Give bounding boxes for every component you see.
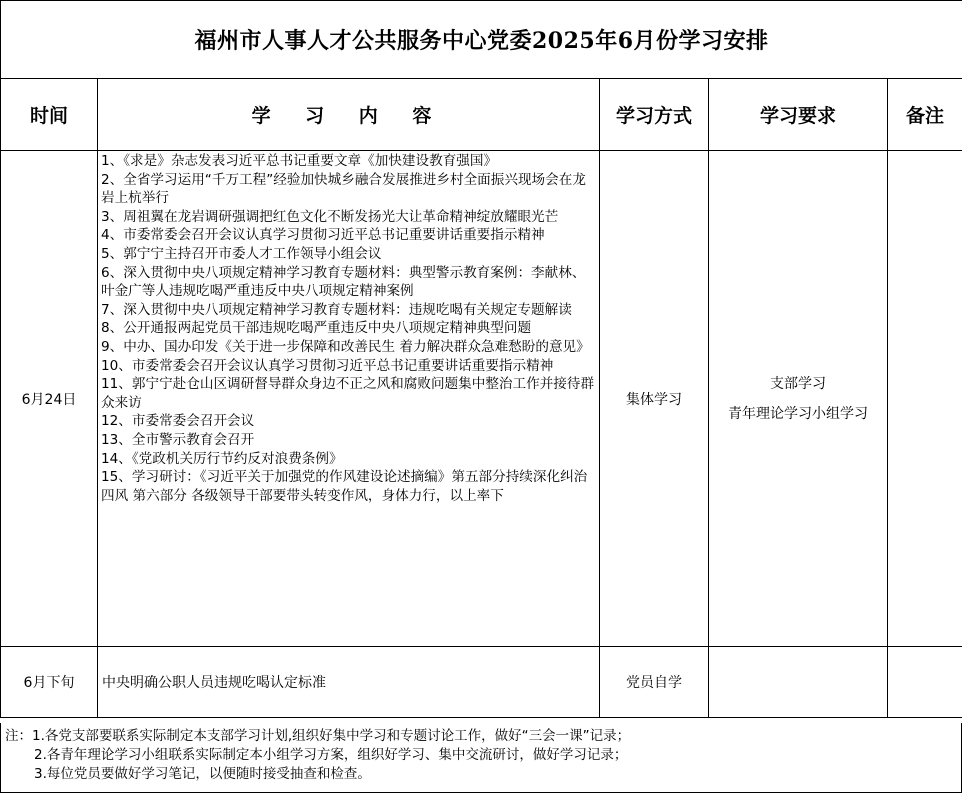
list-item: 1、《求是》杂志发表习近平总书记重要文章《加快建设教育强国》 — [101, 153, 498, 169]
list-item: 10、市委常委会召开会议认真学习贯彻习近平总书记重要讲话重要指示精神 — [101, 357, 554, 374]
study-content-list — [98, 151, 600, 647]
table-row — [1, 151, 962, 647]
header-content: 学 习 内 容 — [98, 79, 600, 151]
requirement-line: 青年理论学习小组学习 — [728, 405, 868, 422]
note-line: 3.每位党员要做好学习笔记，以便随时接受抽查和检查。 — [34, 766, 371, 782]
row-time: 6月24日 — [1, 151, 98, 647]
note-line: 2.各青年理论学习小组联系实际制定本小组学习方案，组织好学习、集中交流研讨，做好学习记录； — [34, 747, 628, 763]
list-item: 14、《党政机关厉行节约反对浪费条例》 — [101, 450, 343, 467]
note-line — [1, 727, 961, 746]
row-requirement — [709, 647, 888, 718]
note-text: 1.各党支部要联系实际制定本支部学习计划,组织好集中学习和专题讨论工作，做好“三会一课”记录； — [32, 728, 631, 744]
header-requirement: 学习要求 — [709, 79, 888, 151]
header-remark: 备注 — [888, 79, 962, 151]
page-title: 福州市人事人才公共服务中心党委2025年6月份学习安排 — [1, 1, 962, 79]
list-item: 6、深入贯彻中央八项规定精神学习教育专题材料：典型警示教育案例：李献林、叶金广等人违规吃喝严重违反中央八项规定精神案例 — [101, 264, 586, 300]
list-item: 12、市委常委会召开会议 — [101, 413, 255, 430]
list-item: 4、市委常委会召开会议认真学习贯彻习近平总书记重要讲话重要指示精神 — [101, 227, 545, 244]
list-item: 13、全市警示教育会召开 — [101, 431, 255, 448]
row-method: 集体学习 — [600, 151, 709, 647]
requirement-line: 支部学习 — [770, 375, 826, 392]
row-method: 党员自学 — [600, 647, 709, 718]
row-requirement — [709, 151, 888, 647]
notes-prefix: 注： — [5, 728, 32, 744]
notes-section — [0, 723, 962, 793]
row-remark — [888, 151, 962, 647]
row-remark — [888, 647, 962, 718]
list-item: 3、周祖翼在龙岩调研强调把红色文化不断发扬光大让革命精神绽放耀眼光芒 — [101, 208, 559, 225]
row-time: 6月下旬 — [1, 647, 98, 718]
list-item: 11、郭宁宁赴仓山区调研督导群众身边不正之风和腐败问题集中整治工作并接待群众来访 — [101, 376, 595, 411]
list-item: 15、学习研讨：《习近平关于加强党的作风建设论述摘编》第五部分持续深化纠治四风 第六部分 各级领导干部要带头转变作风，身体力行，以上率下 — [101, 469, 588, 504]
table-row — [1, 647, 962, 718]
list-item: 5、郭宁宁主持召开市委人才工作领导小组会议 — [101, 245, 382, 262]
header-method: 学习方式 — [600, 79, 709, 151]
row-content: 中央明确公职人员违规吃喝认定标准 — [98, 647, 600, 718]
list-item: 9、中办、国办印发《关于进一步保障和改善民生 着力解决群众急难愁盼的意见》 — [101, 338, 590, 355]
list-item: 2、全省学习运用“千万工程”经验加快城乡融合发展推进乡村全面振兴现场会在龙岩上杭举行 — [101, 171, 586, 207]
header-time: 时间 — [1, 79, 98, 151]
list-item: 7、深入贯彻中央八项规定精神学习教育专题材料：违规吃喝有关规定专题解读 — [101, 301, 572, 318]
list-item: 8、公开通报两起党员干部违规吃喝严重违反中央八项规定精神典型问题 — [101, 320, 532, 337]
